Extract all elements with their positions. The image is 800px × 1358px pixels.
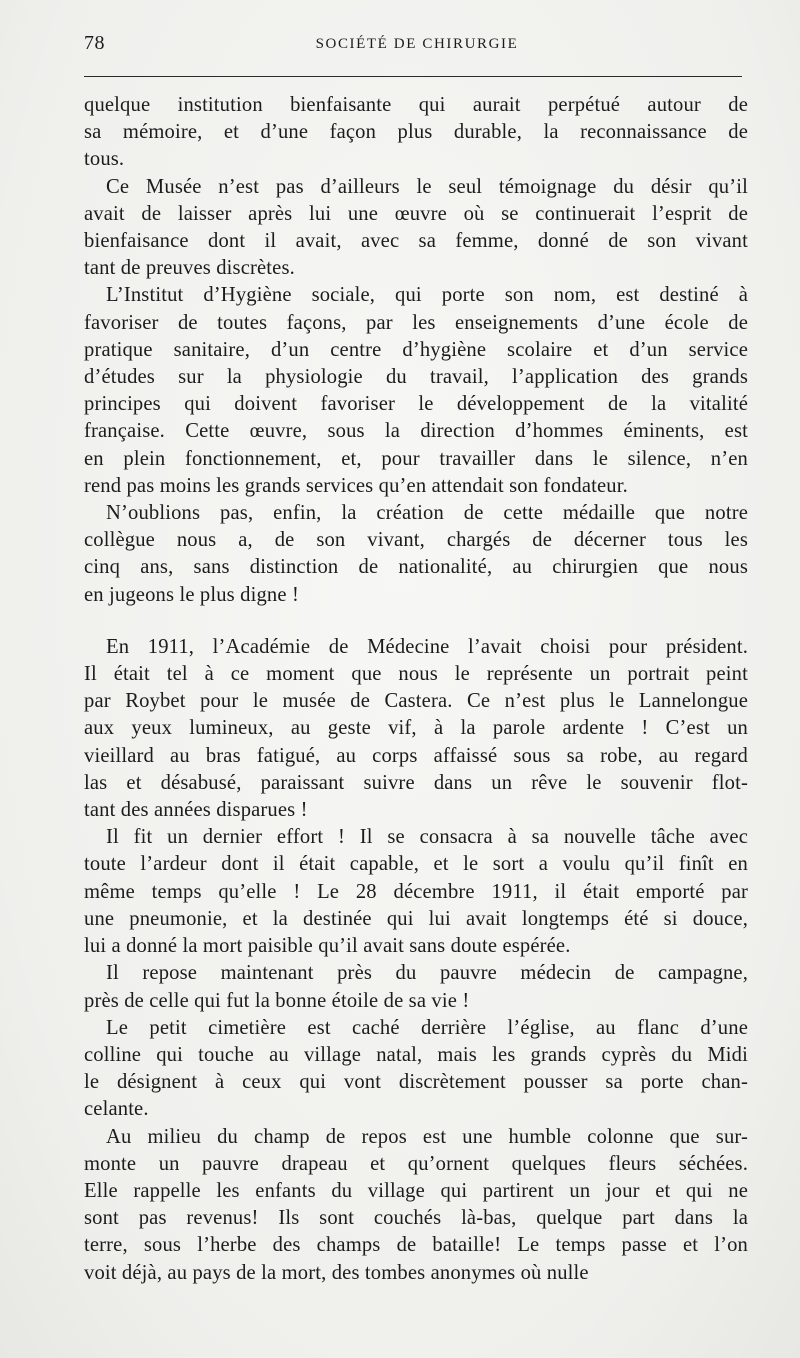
text-line: lui a donné la mort paisible qu’il avait sans doute espérée. <box>84 935 571 958</box>
text-line: principes qui doivent favoriser le développement de la vitalité <box>84 393 748 416</box>
text-line: voit déjà, au pays de la mort, des tombes anonymes où nulle <box>84 1261 589 1284</box>
body-text <box>84 92 748 1287</box>
text-line: sa mémoire, et d’une façon plus durable, la reconnaissance de <box>84 121 748 144</box>
paragraph <box>84 1124 748 1287</box>
text-line: Il repose maintenant près du pauvre médecin de campagne, <box>106 962 748 985</box>
text-line: avait de laisser après lui une œuvre où se continuerait l’esprit de <box>84 202 748 225</box>
text-line: monte un pauvre drapeau et qu’ornent quelques fleurs séchées. <box>84 1152 748 1175</box>
paragraph <box>84 500 748 609</box>
text-line: Il fit un dernier effort ! Il se consacra à sa nouvelle tâche avec <box>106 826 748 849</box>
paragraph <box>84 824 748 960</box>
text-line: vieillard au bras fatigué, au corps affaissé sous sa robe, au regard <box>84 744 748 767</box>
text-line: en plein fonctionnement, et, pour travailler dans le silence, n’en <box>84 447 748 470</box>
paragraph <box>84 282 748 500</box>
paragraph <box>84 1015 748 1124</box>
text-line: N’oublions pas, enfin, la création de cette médaille que notre <box>106 502 748 525</box>
paragraph <box>84 174 748 283</box>
text-line: favoriser de toutes façons, par les enseignements d’une école de <box>84 311 748 334</box>
text-line: cinq ans, sans distinction de nationalité, au chirurgien que nous <box>84 556 748 579</box>
text-line: Il était tel à ce moment que nous le représente un portrait peint <box>84 663 748 686</box>
text-line: las et désabusé, paraissant suivre dans un rêve le souvenir flot- <box>84 771 748 794</box>
text-line: quelque institution bienfaisante qui aurait perpétué autour de <box>84 94 748 116</box>
text-line: Le petit cimetière est caché derrière l’église, au flanc d’une <box>106 1016 748 1039</box>
page-number: 78 <box>84 32 105 54</box>
text-line: pratique sanitaire, d’un centre d’hygiène scolaire et d’un service <box>84 338 748 361</box>
text-line: L’Institut d’Hygiène sociale, qui porte son nom, est destiné à <box>106 284 748 307</box>
paragraph <box>84 634 748 824</box>
text-line: tant des années disparues ! <box>84 799 308 822</box>
text-line: française. Cette œuvre, sous la direction d’hommes éminents, est <box>84 420 748 443</box>
text-line: rend pas moins les grands services qu’en attendait son fondateur. <box>84 474 628 497</box>
paragraph <box>84 960 748 1014</box>
text-line: tous. <box>84 148 125 171</box>
text-line: près de celle qui fut la bonne étoile de sa vie ! <box>84 989 470 1012</box>
text-line: Au milieu du champ de repos est une humble colonne que sur- <box>106 1125 748 1148</box>
text-line: En 1911, l’Académie de Médecine l’avait choisi pour président. <box>106 635 748 658</box>
text-line: sont pas revenus! Ils sont couchés là-bas, quelque part dans la <box>84 1207 748 1230</box>
text-line: une pneumonie, et la destinée qui lui avait longtemps été si douce, <box>84 907 748 930</box>
running-head: SOCIÉTÉ DE CHIRURGIE <box>315 36 519 52</box>
text-line: Ce Musée n’est pas d’ailleurs le seul témoignage du désir qu’il <box>106 175 748 198</box>
text-line: aux yeux lumineux, au geste vif, à la parole ardente ! C’est un <box>84 717 748 740</box>
text-line: bienfaisance dont il avait, avec sa femme, donné de son vivant <box>84 230 748 253</box>
text-line: toute l’ardeur dont il était capable, et le sort a voulu qu’il finît en <box>84 853 748 876</box>
text-line: en jugeons le plus digne ! <box>84 583 299 606</box>
paragraph <box>84 92 748 174</box>
text-line: tant de preuves discrètes. <box>84 257 295 280</box>
text-line: par Roybet pour le musée de Castera. Ce n’est plus le Lannelongue <box>84 690 748 713</box>
text-line: collègue nous a, de son vivant, chargés de décerner tous les <box>84 529 748 552</box>
text-line: colline qui touche au village natal, mais les grands cyprès du Midi <box>84 1043 748 1066</box>
header-rule <box>84 76 742 77</box>
page-header <box>84 30 742 64</box>
text-line: celante. <box>84 1098 149 1121</box>
text-line: Elle rappelle les enfants du village qui partirent un jour et qui ne <box>84 1179 748 1202</box>
text-line: le désignent à ceux qui vont discrètement pousser sa porte chan- <box>84 1071 748 1094</box>
text-line: même temps qu’elle ! Le 28 décembre 1911, il était emporté par <box>84 880 748 903</box>
text-line: d’études sur la physiologie du travail, l’application des grands <box>84 366 748 389</box>
text-line: terre, sous l’herbe des champs de bataille! Le temps passe et l’on <box>84 1234 748 1257</box>
